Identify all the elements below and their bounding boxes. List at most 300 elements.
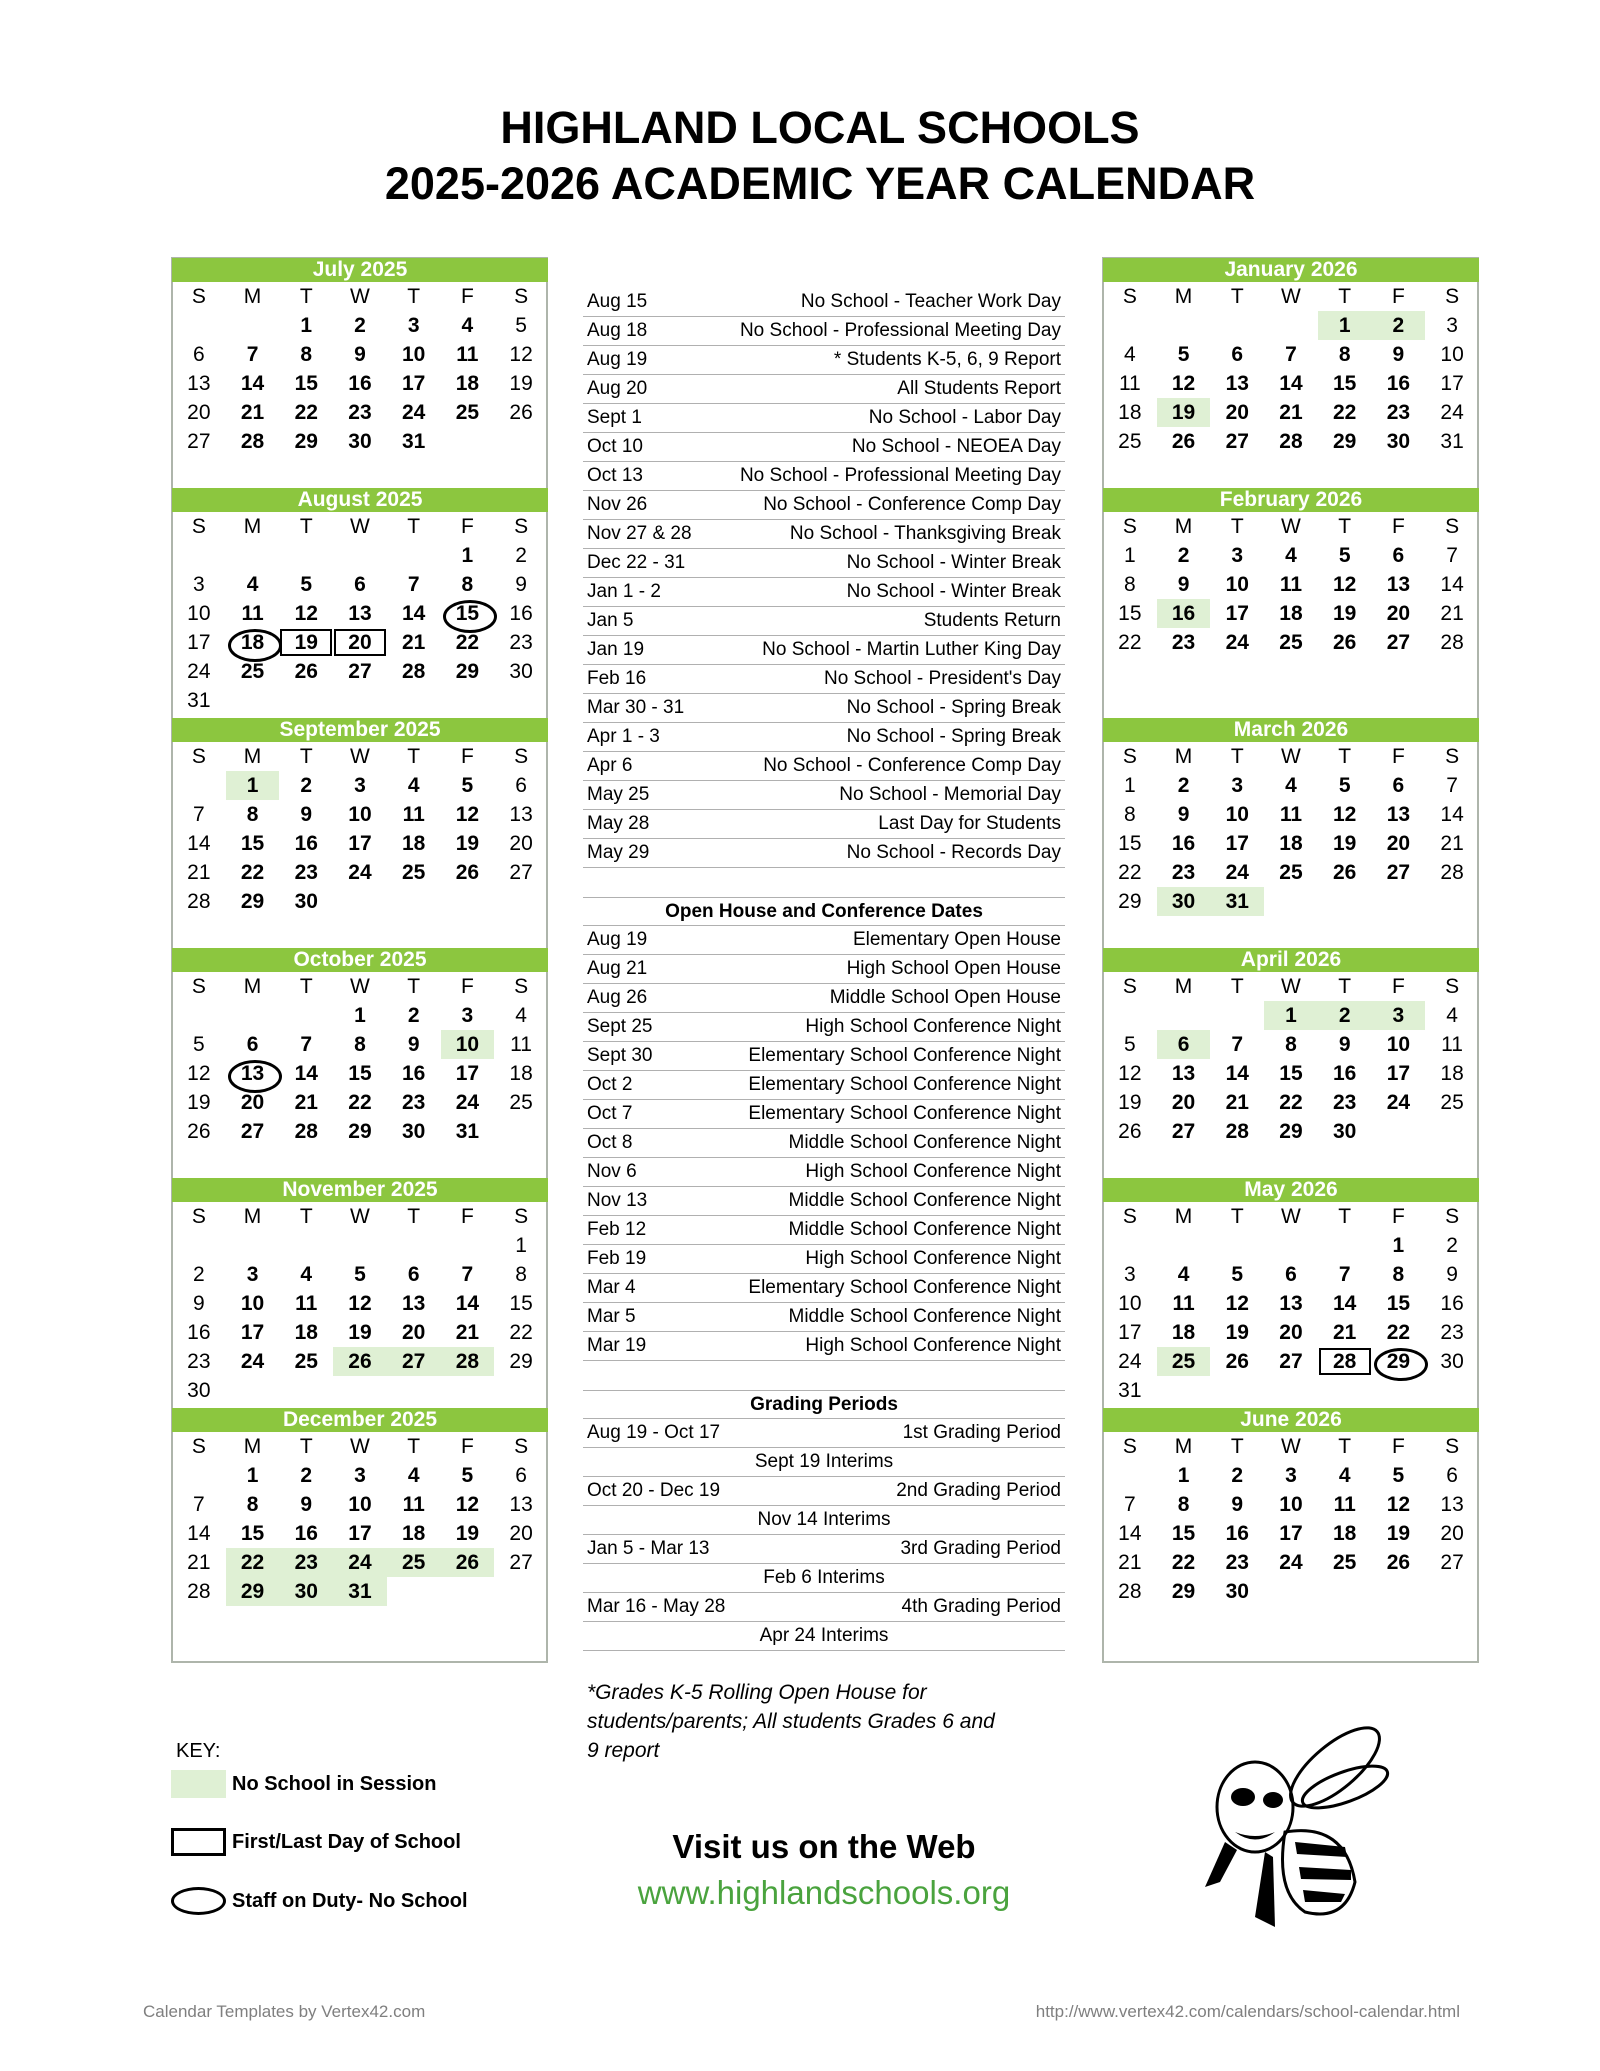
day-cell: 10: [187, 602, 211, 625]
month-calendar: [172, 948, 548, 1180]
day-cell: 15: [240, 832, 265, 855]
weekday-header: S: [514, 745, 529, 768]
event-date: Sept 1: [587, 407, 642, 428]
day-cell: 22: [294, 401, 318, 424]
day-cell: 20: [509, 832, 533, 855]
day-cell: 30: [1332, 1120, 1357, 1143]
day-cell: 20: [187, 401, 211, 424]
weekday-header: F: [460, 975, 474, 998]
day-cell: 9: [354, 343, 366, 366]
day-cell: 25: [240, 660, 265, 683]
day-cell: 29: [240, 890, 265, 913]
day-cell: 13: [348, 602, 372, 625]
event-date: Aug 19: [587, 349, 648, 370]
event-row: [583, 665, 1065, 694]
day-cell: 27: [1440, 1551, 1464, 1574]
month-header: March 2026: [1103, 718, 1479, 742]
day-cell: 21: [1440, 602, 1464, 625]
month-grid: [172, 282, 548, 456]
day-cell: 24: [187, 660, 211, 683]
day-cell: 25: [1118, 430, 1142, 453]
day-cell: 10: [1118, 1292, 1142, 1315]
event-date: Aug 15: [587, 291, 648, 312]
day-cell: 20: [1386, 602, 1411, 625]
event-description: Middle School Conference Night: [788, 1219, 1061, 1240]
event-row: [583, 810, 1065, 839]
day-cell: 18: [1332, 1522, 1357, 1545]
event-description: No School - Memorial Day: [839, 784, 1061, 805]
day-cell: 23: [401, 1091, 426, 1114]
day-cell: 3: [1124, 1263, 1136, 1286]
day-cell: 8: [354, 1033, 366, 1056]
day-cell: 9: [1446, 1263, 1458, 1286]
event-row: [583, 607, 1065, 636]
day-cell: 22: [1171, 1551, 1196, 1574]
key-no-school: [171, 1770, 436, 1798]
empty-cell: [172, 541, 226, 570]
footer-right[interactable]: http://www.vertex42.com/calendars/school-calendar.html: [1035, 2002, 1460, 2021]
day-cell: 24: [1386, 1091, 1411, 1114]
day-cell: 23: [294, 861, 318, 884]
event-description: No School - President's Day: [823, 668, 1061, 689]
empty-cell: [1157, 1231, 1211, 1260]
day-cell: 13: [1279, 1292, 1303, 1315]
day-cell: 4: [407, 774, 420, 797]
event-date: Mar 4: [587, 1277, 636, 1298]
day-cell: 17: [1386, 1062, 1411, 1085]
weekday-header: T: [1338, 975, 1352, 998]
event-date: Nov 26: [587, 494, 648, 515]
day-cell: 15: [240, 1522, 265, 1545]
event-row: [583, 1593, 1065, 1622]
day-cell: 27: [1279, 1350, 1303, 1373]
event-description: Elementary Open House: [852, 929, 1061, 950]
weekday-header: T: [1230, 515, 1244, 538]
month-calendar: [1103, 258, 1479, 490]
day-cell: 11: [1441, 1033, 1463, 1056]
weekday-header: F: [1391, 285, 1405, 308]
month-header: June 2026: [1103, 1408, 1479, 1432]
day-cell: 26: [1171, 430, 1196, 453]
day-cell: 18: [401, 1522, 426, 1545]
footer-left: Calendar Templates by Vertex42.com: [143, 2002, 426, 2021]
hornet-mascot-icon: [1195, 1712, 1405, 1932]
day-cell: 14: [1225, 1062, 1249, 1085]
day-cell: 31: [401, 430, 426, 453]
day-cell: 1: [226, 771, 280, 800]
day-cell: 19: [1332, 602, 1357, 625]
day-cell: 28: [401, 660, 426, 683]
day-cell: 17: [348, 1522, 372, 1545]
weekday-header: S: [1445, 1205, 1460, 1228]
day-cell: 1: [354, 1004, 366, 1027]
day-cell: 18: [226, 628, 280, 657]
weekday-header: M: [1174, 515, 1193, 538]
day-cell: 29: [226, 1577, 280, 1606]
day-cell: 21: [1332, 1321, 1357, 1344]
day-cell: 3: [1231, 774, 1244, 797]
event-description: Elementary School Conference Night: [748, 1277, 1061, 1298]
day-cell: 12: [1332, 573, 1357, 596]
event-row: [583, 1187, 1065, 1216]
day-cell: 26: [1118, 1120, 1142, 1143]
day-cell: 13: [226, 1059, 280, 1088]
month-header: September 2025: [172, 718, 548, 742]
day-cell: 15: [1118, 832, 1142, 855]
day-cell: 18: [1118, 401, 1142, 424]
day-cell: 12: [455, 803, 480, 826]
day-cell: 24: [1440, 401, 1464, 424]
day-cell: 27: [387, 1347, 441, 1376]
month-calendar: [172, 718, 548, 950]
weekday-header: S: [1445, 1435, 1460, 1458]
key-staff: [171, 1887, 468, 1915]
day-cell: 1: [1124, 774, 1136, 797]
day-cell: 6: [1446, 1464, 1458, 1487]
day-cell: 12: [455, 1493, 480, 1516]
event-row: [583, 1042, 1065, 1071]
day-cell: 21: [455, 1321, 480, 1344]
month-grid: [1103, 742, 1479, 916]
day-cell: 9: [1177, 573, 1190, 596]
day-cell: 5: [1231, 1263, 1244, 1286]
day-cell: 7: [193, 803, 205, 826]
weekday-header: T: [407, 1435, 421, 1458]
day-cell: 19: [1332, 832, 1357, 855]
event-description: No School - Records Day: [846, 842, 1061, 863]
day-cell: 18: [294, 1321, 318, 1344]
day-cell: 16: [1171, 832, 1196, 855]
day-cell: 30: [348, 430, 372, 453]
day-cell: 30: [401, 1120, 426, 1143]
empty-cell: [172, 311, 226, 340]
day-cell: 25: [1157, 1347, 1211, 1376]
event-row: [583, 1303, 1065, 1332]
event-date: Nov 27 & 28: [587, 523, 692, 544]
month-calendar: [172, 488, 548, 720]
month-grid: [172, 512, 548, 715]
day-cell: 25: [1279, 631, 1303, 654]
day-cell: 26: [1386, 1551, 1411, 1574]
day-cell: 26: [509, 401, 533, 424]
day-cell: 1: [300, 314, 313, 337]
event-row: [583, 462, 1065, 491]
empty-cell: [226, 1231, 280, 1260]
day-cell: 27: [1386, 631, 1411, 654]
key-first-last-label: First/Last Day of School: [232, 1830, 461, 1853]
event-date: Oct 2: [587, 1074, 633, 1095]
day-cell: 3: [1446, 314, 1458, 337]
month-header: November 2025: [172, 1178, 548, 1202]
day-cell: 26: [455, 861, 480, 884]
day-cell: 8: [1392, 1263, 1405, 1286]
event-date: Oct 8: [587, 1132, 633, 1153]
day-cell: 8: [1285, 1033, 1297, 1056]
weekday-header: W: [1281, 1205, 1301, 1228]
day-cell: 6: [1392, 544, 1405, 567]
month-calendar: [1103, 1408, 1479, 1648]
day-cell: 11: [402, 1493, 425, 1516]
day-cell: 21: [187, 861, 211, 884]
key-staff-swatch: [171, 1887, 226, 1915]
event-description: 2nd Grading Period: [896, 1480, 1061, 1501]
day-cell: 23: [1332, 1091, 1357, 1114]
weekday-header: W: [350, 285, 370, 308]
day-cell: 4: [300, 1263, 313, 1286]
weekday-header: S: [1445, 975, 1460, 998]
day-cell: 4: [407, 1464, 420, 1487]
day-cell: 26: [441, 1548, 495, 1577]
event-description: No School - Conference Comp Day: [763, 755, 1061, 776]
day-cell: 10: [1386, 1033, 1411, 1056]
day-cell: 15: [509, 1292, 533, 1315]
day-cell: 7: [461, 1263, 474, 1286]
day-cell: 14: [455, 1292, 480, 1315]
event-description: No School - Professional Meeting Day: [739, 320, 1061, 341]
event-row: [583, 1448, 1065, 1477]
day-cell: 29: [509, 1350, 533, 1373]
event-date: Jan 19: [587, 639, 645, 660]
day-cell: 11: [1279, 573, 1303, 596]
day-cell: 7: [246, 343, 259, 366]
footnote: *Grades K-5 Rolling Open House for students/parents; All students Grades 6 and 9 report: [587, 1681, 995, 1762]
day-cell: 20: [333, 628, 387, 657]
weekday-header: S: [191, 745, 206, 768]
empty-cell: [1103, 1001, 1157, 1030]
weekday-header: M: [243, 975, 262, 998]
day-cell: 15: [294, 372, 318, 395]
day-cell: 14: [1440, 573, 1464, 596]
day-cell: 18: [1279, 602, 1303, 625]
event-row: [583, 1622, 1065, 1651]
day-cell: 19: [1118, 1091, 1142, 1114]
empty-cell: [279, 541, 333, 570]
day-cell: 3: [193, 573, 205, 596]
day-cell: 28: [294, 1120, 318, 1143]
day-cell: 18: [1440, 1062, 1464, 1085]
day-cell: 18: [1171, 1321, 1196, 1344]
day-cell: 10: [1440, 343, 1464, 366]
event-description: No School - Winter Break: [846, 552, 1061, 573]
weekday-header: S: [1122, 975, 1137, 998]
day-cell: 17: [1440, 372, 1464, 395]
event-description: Middle School Conference Night: [788, 1132, 1061, 1153]
empty-cell: [1264, 1231, 1318, 1260]
event-row: [583, 1274, 1065, 1303]
key-first-last-swatch: [171, 1828, 226, 1856]
month-calendar: [1103, 948, 1479, 1180]
day-cell: 8: [461, 573, 474, 596]
empty-cell: [226, 311, 280, 340]
month-grid: [172, 972, 548, 1146]
day-cell: 19: [348, 1321, 372, 1344]
weekday-header: S: [1122, 515, 1137, 538]
day-cell: 22: [509, 1321, 533, 1344]
day-cell: 5: [1338, 774, 1351, 797]
event-description: Last Day for Students: [878, 813, 1061, 834]
event-row: [583, 694, 1065, 723]
empty-cell: [172, 1461, 226, 1490]
day-cell: 15: [441, 599, 495, 628]
event-row: [583, 781, 1065, 810]
day-cell: 19: [187, 1091, 211, 1114]
weekday-header: S: [1445, 515, 1460, 538]
day-cell: 9: [300, 803, 313, 826]
day-cell: 11: [1118, 372, 1141, 395]
day-cell: 7: [407, 573, 420, 596]
day-cell: 28: [1279, 430, 1303, 453]
day-cell: 12: [1386, 1493, 1411, 1516]
event-description: No School - NEOEA Day: [851, 436, 1061, 457]
day-cell: 4: [1177, 1263, 1190, 1286]
day-cell: 13: [1386, 803, 1411, 826]
key-staff-label: Staff on Duty- No School: [232, 1889, 468, 1912]
empty-cell: [172, 1231, 226, 1260]
weekday-header: M: [243, 515, 262, 538]
event-row: [583, 1100, 1065, 1129]
day-cell: 16: [509, 602, 533, 625]
event-date: Aug 18: [587, 320, 648, 341]
event-description: All Students Report: [897, 378, 1061, 399]
weekday-header: W: [1281, 515, 1301, 538]
weekday-header: T: [299, 285, 313, 308]
day-cell: 30: [187, 1379, 211, 1402]
weekday-header: W: [1281, 285, 1301, 308]
day-cell: 19: [1386, 1522, 1411, 1545]
day-cell: 16: [1225, 1522, 1249, 1545]
day-cell: 3: [1372, 1001, 1426, 1030]
event-row: [583, 723, 1065, 752]
day-cell: 28: [240, 430, 265, 453]
day-cell: 31: [1440, 430, 1464, 453]
event-description: * Students K-5, 6, 9 Report: [833, 349, 1061, 370]
event-row: [583, 520, 1065, 549]
event-date: Oct 20 - Dec 19: [587, 1480, 721, 1501]
event-row: [583, 433, 1065, 462]
weekday-header: S: [1122, 1205, 1137, 1228]
day-cell: 10: [401, 343, 426, 366]
day-cell: 30: [279, 1577, 333, 1606]
weekday-header: T: [407, 745, 421, 768]
day-cell: 25: [1332, 1551, 1357, 1574]
day-cell: 6: [515, 1464, 527, 1487]
day-cell: 12: [1332, 803, 1357, 826]
month-calendar: [1103, 488, 1479, 720]
month-grid: [1103, 972, 1479, 1146]
empty-cell: [172, 1001, 226, 1030]
weekday-header: W: [350, 975, 370, 998]
day-cell: 7: [1446, 544, 1458, 567]
weekday-header: F: [460, 1435, 474, 1458]
event-description: No School - Martin Luther King Day: [762, 639, 1061, 660]
day-cell: 5: [300, 573, 313, 596]
website-link[interactable]: www.highlandschools.org: [637, 1874, 1011, 1911]
event-row: [583, 317, 1065, 346]
section-header: Grading Periods: [583, 1390, 1065, 1419]
weekday-header: T: [1230, 1205, 1244, 1228]
day-cell: 12: [187, 1062, 211, 1085]
weekday-header: F: [1391, 515, 1405, 538]
day-cell: 12: [348, 1292, 372, 1315]
day-cell: 14: [294, 1062, 318, 1085]
empty-cell: [226, 541, 280, 570]
weekday-header: T: [1338, 1205, 1352, 1228]
day-cell: 9: [300, 1493, 313, 1516]
weekday-header: W: [1281, 975, 1301, 998]
day-cell: 21: [1118, 1551, 1142, 1574]
event-description: No School - Professional Meeting Day: [739, 465, 1061, 486]
day-cell: 30: [509, 660, 533, 683]
weekday-header: T: [299, 515, 313, 538]
day-cell: 28: [1440, 861, 1464, 884]
event-description: Elementary School Conference Night: [748, 1074, 1061, 1095]
day-cell: 6: [246, 1033, 259, 1056]
weekday-header: W: [1281, 745, 1301, 768]
day-cell: 15: [348, 1062, 372, 1085]
day-cell: 31: [333, 1577, 387, 1606]
weekday-header: M: [1174, 1435, 1193, 1458]
event-description: High School Conference Night: [805, 1335, 1061, 1356]
day-cell: 14: [240, 372, 265, 395]
weekday-header: M: [243, 1205, 262, 1228]
day-cell: 9: [193, 1292, 205, 1315]
day-cell: 14: [401, 602, 426, 625]
day-cell: 4: [515, 1004, 527, 1027]
day-cell: 2: [300, 774, 313, 797]
day-cell: 22: [455, 631, 480, 654]
event-date: Mar 5: [587, 1306, 636, 1327]
event-date: Dec 22 - 31: [587, 552, 686, 573]
event-row: [583, 1564, 1065, 1593]
day-cell: 13: [509, 803, 533, 826]
day-cell: 8: [246, 1493, 259, 1516]
day-cell: 2: [1318, 1001, 1372, 1030]
day-cell: 30: [1386, 430, 1411, 453]
day-cell: 13: [401, 1292, 426, 1315]
day-cell: 24: [455, 1091, 480, 1114]
event-date: Aug 26: [587, 987, 648, 1008]
day-cell: 20: [401, 1321, 426, 1344]
empty-cell: [1103, 1461, 1157, 1490]
day-cell: 15: [1386, 1292, 1411, 1315]
day-cell: 17: [1225, 602, 1249, 625]
day-cell: 25: [1279, 861, 1303, 884]
day-cell: 1: [1124, 544, 1136, 567]
weekday-header: S: [514, 285, 529, 308]
event-date: Jan 1 - 2: [587, 581, 661, 602]
day-cell: 13: [1225, 372, 1249, 395]
event-row: [583, 636, 1065, 665]
weekday-header: F: [1391, 745, 1405, 768]
event-row: [583, 1129, 1065, 1158]
key-no-school-label: No School in Session: [232, 1772, 437, 1795]
day-cell: 22: [226, 1548, 280, 1577]
day-cell: 23: [1225, 1551, 1249, 1574]
weekday-header: T: [1338, 1435, 1352, 1458]
event-text: Feb 6 Interims: [763, 1567, 885, 1588]
day-cell: 12: [1118, 1062, 1142, 1085]
weekday-header: T: [407, 975, 421, 998]
spacer: [583, 1361, 1065, 1390]
event-description: No School - Labor Day: [868, 407, 1061, 428]
day-cell: 13: [1386, 573, 1411, 596]
event-date: Apr 1 - 3: [587, 726, 660, 747]
month-calendar: [172, 1408, 548, 1648]
empty-cell: [1157, 1001, 1211, 1030]
event-date: Feb 16: [587, 668, 647, 689]
spacer: [583, 868, 1065, 897]
day-cell: 28: [441, 1347, 495, 1376]
